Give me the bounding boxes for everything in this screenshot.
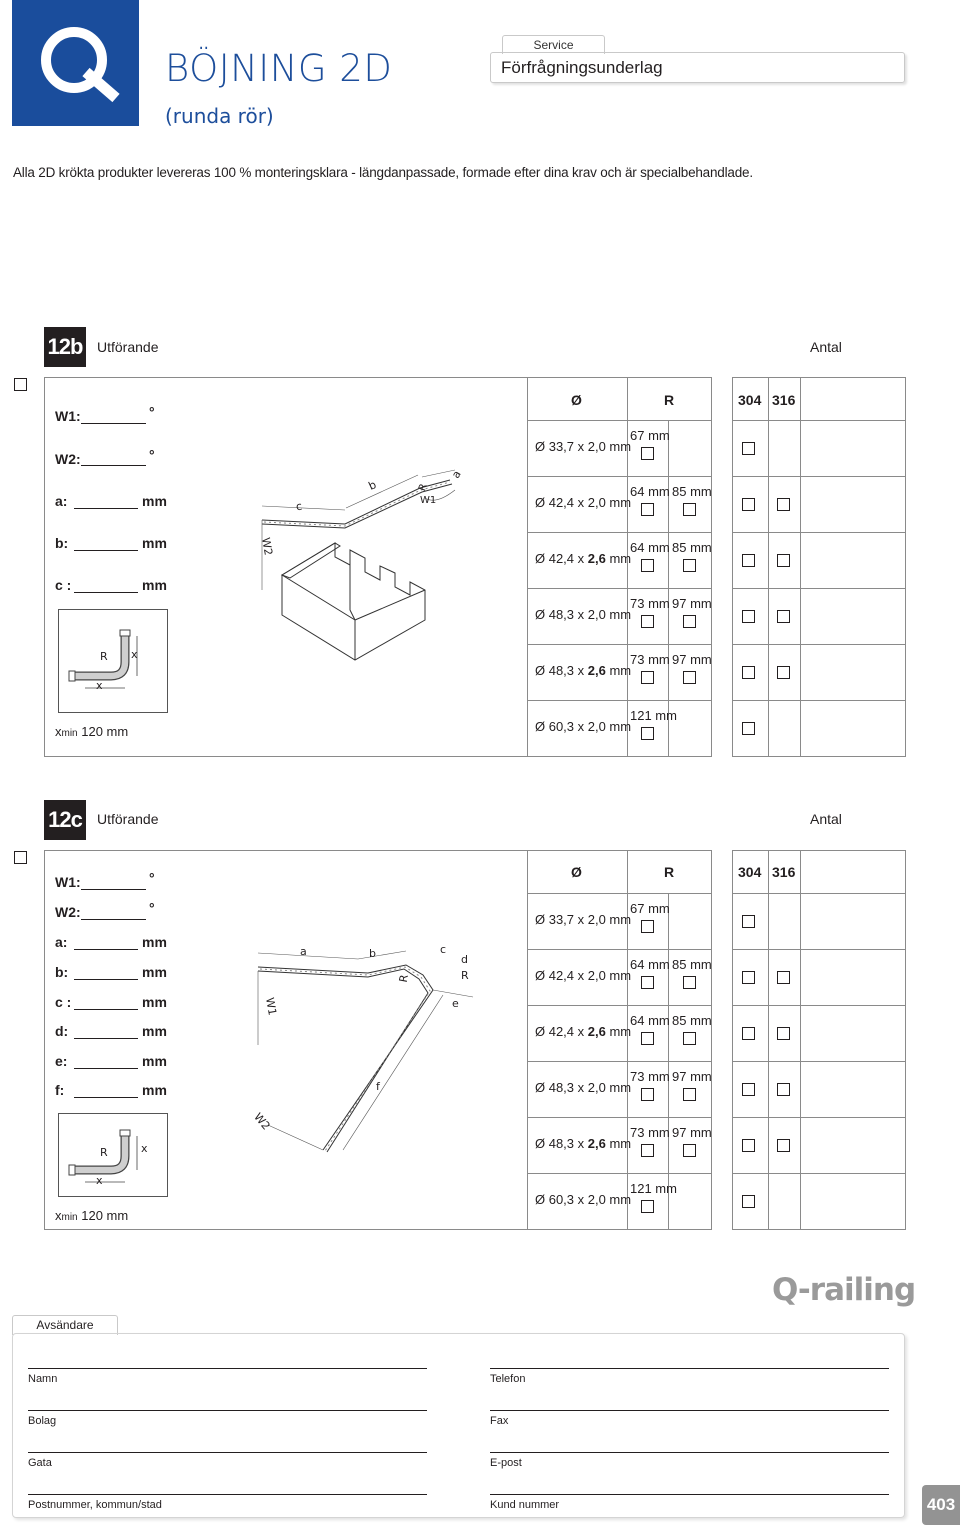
radius-checkbox[interactable] [683, 1032, 696, 1045]
radius-checkbox[interactable] [641, 920, 654, 933]
q-railing-logo: Q-railing [772, 1272, 916, 1308]
col-304-header: 304 [738, 864, 762, 880]
field-input[interactable] [74, 1068, 138, 1069]
table-divider [732, 1061, 906, 1062]
sender-field-label: Gata [28, 1457, 52, 1469]
table-divider [732, 532, 906, 533]
radius-label: 73 mm [630, 596, 670, 611]
radius-checkbox[interactable] [641, 559, 654, 572]
pipe-dimension: Ø 42,4 x 2,6 mm [535, 1024, 632, 1039]
field-input[interactable] [74, 1009, 138, 1010]
diagram-c-label: c [440, 943, 447, 956]
q-logo-icon [12, 0, 139, 126]
radius-label: 97 mm [672, 1069, 712, 1084]
radius-checkbox[interactable] [683, 976, 696, 989]
sender-field-line[interactable] [490, 1410, 889, 1411]
material-304-checkbox[interactable] [742, 442, 755, 455]
field-unit: ° [149, 900, 155, 916]
sender-field-label: Kund nummer [490, 1499, 560, 1511]
radius-label: 85 mm [672, 484, 712, 499]
diagram-w2-label: W2 [251, 1110, 273, 1133]
diagram-w2-label: W2 [258, 536, 275, 557]
material-304-checkbox[interactable] [742, 610, 755, 623]
material-316-checkbox[interactable] [777, 1139, 790, 1152]
service-field[interactable]: Förfrågningsunderlag [490, 52, 905, 83]
sender-field-label: Bolag [28, 1415, 57, 1427]
field-c-input[interactable] [74, 592, 138, 593]
pipe-dimension: Ø 33,7 x 2,0 mm [535, 439, 632, 454]
table-divider [732, 1117, 906, 1118]
diagram-w1-label: W1 [262, 996, 279, 1017]
radius-label: 64 mm [630, 1013, 670, 1028]
radius-checkbox[interactable] [641, 1032, 654, 1045]
radius-checkbox[interactable] [641, 671, 654, 684]
select-12c-checkbox[interactable] [14, 851, 27, 864]
field-b-unit: mm [142, 535, 167, 551]
field-b-label: b: [55, 535, 69, 551]
sender-field-label: Fax [490, 1415, 509, 1427]
material-316-checkbox[interactable] [777, 971, 790, 984]
pipe-dimension: Ø 48,3 x 2,0 mm [535, 1080, 632, 1095]
page-number: 403 [922, 1485, 960, 1525]
field-label: W1: [55, 874, 81, 890]
section-badge-12c: 12c [44, 800, 86, 840]
table-divider [527, 588, 712, 589]
field-unit: mm [142, 1082, 167, 1098]
table-divider [732, 644, 906, 645]
diagram-d-label: d [461, 953, 468, 966]
material-304-checkbox[interactable] [742, 666, 755, 679]
field-a-input[interactable] [74, 508, 138, 509]
bend-detail-12c [58, 1113, 168, 1197]
field-input[interactable] [74, 949, 138, 950]
diagram-b-label: b [369, 947, 376, 960]
pipe-dimension: Ø 33,7 x 2,0 mm [535, 912, 632, 927]
intro-text: Alla 2D krökta produkter levereras 100 % monteringsklara - längdanpassade, formade efter dina krav och är specialbehandlade. [13, 165, 753, 180]
table-divider [732, 949, 906, 950]
table-divider [527, 1061, 712, 1062]
utforande-label: Utförande [97, 811, 159, 827]
table-divider [527, 1173, 712, 1174]
sender-field-line[interactable] [28, 1410, 427, 1411]
diagram-r-label: R [417, 482, 430, 493]
radius-label: 73 mm [630, 1125, 670, 1140]
sender-field-label: Postnummer, kommun/stad [28, 1499, 162, 1511]
pipe-dimension: Ø 48,3 x 2,6 mm [535, 1136, 632, 1151]
material-316-checkbox[interactable] [777, 1027, 790, 1040]
field-unit: mm [142, 1053, 167, 1069]
material-304-checkbox[interactable] [742, 722, 755, 735]
table-divider [732, 588, 906, 589]
diagram-a-label: a [300, 945, 307, 958]
sender-field-line[interactable] [28, 1368, 427, 1369]
radius-checkbox[interactable] [683, 503, 696, 516]
field-input[interactable] [81, 919, 146, 920]
material-304-checkbox[interactable] [742, 498, 755, 511]
diagram-b-label: b [366, 478, 379, 493]
radius-checkbox[interactable] [641, 727, 654, 740]
field-unit: mm [142, 994, 167, 1010]
field-unit: ° [149, 870, 155, 886]
table-divider [527, 532, 712, 533]
radius-checkbox[interactable] [641, 976, 654, 989]
bend-diagram-12c [228, 935, 488, 1165]
table-divider [732, 420, 906, 421]
detail-x-label: x [96, 1174, 103, 1187]
radius-label: 67 mm [630, 428, 670, 443]
field-c-label: c : [55, 577, 72, 593]
radius-label: 97 mm [672, 1125, 712, 1140]
table-divider [732, 700, 906, 701]
bend-diagram-12b [250, 460, 480, 675]
material-316-checkbox[interactable] [777, 1083, 790, 1096]
xmin-label: xmin 120 mm [55, 724, 129, 739]
field-w1-label: W1: [55, 408, 81, 424]
table-divider [732, 1173, 906, 1174]
detail-x-label: x [96, 679, 103, 692]
field-a-unit: mm [142, 493, 167, 509]
radius-checkbox[interactable] [641, 503, 654, 516]
sender-field-line[interactable] [28, 1452, 427, 1453]
table-divider [527, 893, 712, 894]
xmin-label: xmin 120 mm [55, 1208, 129, 1223]
diagram-f-label: f [376, 1080, 380, 1093]
material-316-checkbox[interactable] [777, 666, 790, 679]
col-dia-header: Ø [571, 392, 582, 408]
radius-label: 85 mm [672, 957, 712, 972]
field-label: c : [55, 994, 72, 1010]
detail-x-label: x [131, 648, 138, 661]
field-input[interactable] [81, 889, 146, 890]
table-divider [527, 644, 712, 645]
table-divider [732, 1005, 906, 1006]
antal-label: Antal [810, 339, 842, 355]
pipe-dimension: Ø 60,3 x 2,0 mm [535, 719, 632, 734]
service-tab: Service [502, 35, 605, 54]
antal-label: Antal [810, 811, 842, 827]
col-316-header: 316 [772, 392, 796, 408]
sender-field-line[interactable] [490, 1452, 889, 1453]
radius-label: 67 mm [630, 901, 670, 916]
diagram-r-label: R [396, 973, 411, 984]
pipe-dimension: Ø 48,3 x 2,6 mm [535, 663, 632, 678]
radius-checkbox[interactable] [641, 1200, 654, 1213]
material-304-checkbox[interactable] [742, 554, 755, 567]
radius-checkbox[interactable] [683, 1144, 696, 1157]
material-304-checkbox[interactable] [742, 1027, 755, 1040]
radius-label: 85 mm [672, 540, 712, 555]
field-label: a: [55, 934, 68, 950]
material-304-checkbox[interactable] [742, 1195, 755, 1208]
pipe-dimension: Ø 42,4 x 2,0 mm [535, 968, 632, 983]
field-label: W2: [55, 904, 81, 920]
diagram-r-label: R [461, 969, 469, 982]
field-label: b: [55, 964, 69, 980]
sender-field-line[interactable] [490, 1368, 889, 1369]
sender-form [12, 1333, 905, 1518]
detail-r-label: R [100, 650, 108, 663]
radius-label: 121 mm [630, 1181, 677, 1196]
diagram-w1-label: W1 [420, 495, 437, 506]
radius-label: 64 mm [630, 957, 670, 972]
field-w2-input[interactable] [81, 465, 146, 466]
material-304-checkbox[interactable] [742, 971, 755, 984]
radius-label: 121 mm [630, 708, 677, 723]
table-divider [732, 476, 906, 477]
diagram-e-label: e [452, 997, 459, 1010]
table-divider [527, 700, 712, 701]
material-304-checkbox[interactable] [742, 915, 755, 928]
section-badge-12b: 12b [44, 327, 86, 367]
sender-field-line[interactable] [28, 1494, 427, 1495]
field-a-label: a: [55, 493, 68, 509]
sender-field-label: Namn [28, 1373, 58, 1385]
col-r-header: R [664, 864, 675, 880]
table-divider [527, 420, 712, 421]
sender-field-line[interactable] [490, 1494, 889, 1495]
pipe-dimension: Ø 48,3 x 2,0 mm [535, 607, 632, 622]
table-divider [527, 949, 712, 950]
radius-checkbox[interactable] [641, 447, 654, 460]
detail-r-label: R [100, 1146, 108, 1159]
select-12b-checkbox[interactable] [14, 378, 27, 391]
radius-checkbox[interactable] [683, 1088, 696, 1101]
field-b-input[interactable] [74, 550, 138, 551]
field-input[interactable] [74, 1038, 138, 1039]
page-title: BÖJNING 2D [165, 47, 393, 90]
radius-label: 97 mm [672, 596, 712, 611]
radius-checkbox[interactable] [683, 615, 696, 628]
field-label: e: [55, 1053, 68, 1069]
radius-checkbox[interactable] [683, 559, 696, 572]
field-input[interactable] [74, 979, 138, 980]
material-316-checkbox[interactable] [777, 610, 790, 623]
field-w1-unit: ° [149, 404, 155, 420]
radius-checkbox[interactable] [641, 1088, 654, 1101]
field-c-unit: mm [142, 577, 167, 593]
table-divider [732, 893, 906, 894]
field-w2-label: W2: [55, 451, 81, 467]
field-w1-input[interactable] [81, 423, 146, 424]
material-316-checkbox[interactable] [777, 554, 790, 567]
field-w2-unit: ° [149, 447, 155, 463]
sender-field-label: Telefon [490, 1373, 526, 1385]
utforande-label: Utförande [97, 339, 159, 355]
radius-checkbox[interactable] [641, 615, 654, 628]
material-304-checkbox[interactable] [742, 1083, 755, 1096]
field-unit: mm [142, 1023, 167, 1039]
radius-label: 64 mm [630, 540, 670, 555]
sender-tab: Avsändare [12, 1315, 118, 1335]
col-dia-header: Ø [571, 864, 582, 880]
page-subtitle: (runda rör) [165, 104, 274, 128]
col-304-header: 304 [738, 392, 762, 408]
radius-checkbox[interactable] [641, 1144, 654, 1157]
radius-label: 85 mm [672, 1013, 712, 1028]
radius-label: 97 mm [672, 652, 712, 667]
table-divider [527, 1005, 712, 1006]
field-label: f: [55, 1082, 65, 1098]
pipe-dimension: Ø 42,4 x 2,6 mm [535, 551, 632, 566]
bend-detail-12b [58, 609, 168, 713]
field-unit: mm [142, 964, 167, 980]
field-unit: mm [142, 934, 167, 950]
sender-field-label: E-post [490, 1457, 522, 1469]
detail-x-label: x [141, 1142, 148, 1155]
radius-label: 73 mm [630, 652, 670, 667]
field-input[interactable] [74, 1097, 138, 1098]
pipe-dimension: Ø 42,4 x 2,0 mm [535, 495, 632, 510]
material-316-checkbox[interactable] [777, 498, 790, 511]
q-logo [12, 0, 139, 126]
radius-label: 64 mm [630, 484, 670, 499]
radius-label: 73 mm [630, 1069, 670, 1084]
material-304-checkbox[interactable] [742, 1139, 755, 1152]
table-divider [527, 476, 712, 477]
radius-checkbox[interactable] [683, 671, 696, 684]
field-label: d: [55, 1023, 69, 1039]
pipe-dimension: Ø 60,3 x 2,0 mm [535, 1192, 632, 1207]
diagram-a-label: a [449, 468, 464, 481]
col-316-header: 316 [772, 864, 796, 880]
table-divider [527, 1117, 712, 1118]
col-r-header: R [664, 392, 675, 408]
diagram-c-label: c [295, 499, 303, 514]
